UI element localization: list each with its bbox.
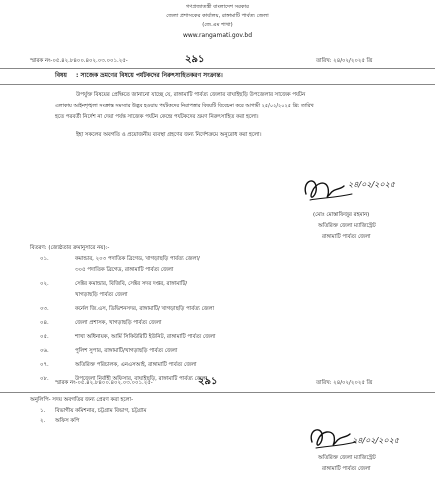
branch-name: (জে.এম শাখা) — [202, 22, 233, 28]
distribution-item-text: কমান্ডার, ২০৩ পদাতিক ব্রিগেড, খাগড়াছড়ি পার্বত্য জেলা/ — [75, 256, 200, 262]
copy-item-text: অফিস কপি — [55, 418, 80, 424]
distribution-item-text: উপজেলা নির্বাহী অফিসার, বাঘাইছড়ি, রাঙ্গামাটি পার্বত্য জেলা — [75, 376, 208, 382]
divider — [0, 392, 435, 393]
distribution-item-text: ৩০৫ পদাতিক ব্রিগেড, রাঙ্গামাটি পার্বত্য জেলা — [75, 267, 174, 273]
distribution-item-number: ০৬. — [40, 348, 49, 354]
distribution-item-number: ০৪. — [40, 320, 49, 326]
copy-item-number: ২. — [40, 418, 46, 424]
subject-text: : সাজেক ভ্রমণের বিষয়ে পর্যটকদের নিরুৎসাহিতকরণ সংক্রান্ত। — [76, 72, 223, 79]
copy-item-number: ১. — [40, 408, 46, 414]
signatory2-office: রাঙ্গামাটি পার্বত্য জেলা — [322, 466, 371, 472]
body-paragraph-line: হতে পরবর্তী নির্দেশ না দেয়া পর্যন্ত সাজেক পর্যটন কেন্দ্রে পর্যটকদের ভ্রমণ নিরুৎসাহিত করা হলো। — [55, 114, 259, 120]
distribution-item-text: জেলা প্রশাসক, খাগড়াছড়ি পার্বত্য জেলা — [75, 320, 162, 326]
office-name: জেলা প্রশাসকের কার্যালয়, রাঙ্গামাটি পার্বত্য জেলা — [166, 13, 269, 19]
website-link[interactable]: www.rangamati.gov.bd — [182, 32, 253, 39]
body-paragraph-line: উপর্যুক্ত বিষয়ের প্রেক্ষিতে জানানো যাচ্ছে যে, রাঙ্গামাটি পার্বত্য জেলার বাঘাইছড়ি উপজেলার সাজেক পর্যটন — [76, 92, 306, 98]
signature2-date-handwritten: ২৪/০২/২০২৫ — [352, 436, 399, 445]
divider — [0, 84, 435, 85]
body-paragraph-line: এলাকায় আইনশৃঙ্খলা সংক্রান্ত সমস্যার উদ্ভব হওয়ায় পর্যটকদের নিরাপত্তার বিষয়টি বিবেচনা করে আগামী ২৫/০২/২০২৫ খ্রি: তারিখ — [55, 103, 314, 109]
copy-item-text: বিভাগীয় কমিশনার, চট্টগ্রাম বিভাগ, চট্টগ্রাম — [55, 408, 147, 414]
distribution-item-text: পুলিশ সুপার, রাঙ্গামাটি/খাগড়াছড়ি পার্বত্য জেলা — [75, 348, 178, 354]
distribution-item-number: ০৮. — [40, 376, 49, 382]
body-paragraph-2: ইহা সকলের অবগতি ও প্রয়োজনীয় ব্যবস্থা গ্রহণের জন্য নির্দেশক্রমে অনুরোধ করা হলো। — [76, 132, 262, 138]
distribution-item-number: ০১. — [40, 256, 49, 262]
subject-label: বিষয় — [55, 72, 67, 79]
memo-number: স্মারক নং-০৫.৪২.৮৪০০.৪০২.০৩.০০১.২৫- — [30, 58, 128, 64]
distribution-item-text: শাখা অধিনায়ক, আর্মি সিকিউরিটি ইউনিট, রাঙ্গামাটি পার্বত্য জেলা — [75, 334, 216, 340]
memo-number-handwritten: ২৯১ — [185, 54, 205, 65]
memo2-date: তারিখ: ২৪/০২/২০২৫ খ্রি — [316, 380, 373, 386]
distribution-item-text: খাগড়াছড়ি পার্বত্য জেলা — [75, 292, 128, 298]
signatory2-title: অতিরিক্ত জেলা ম্যাজিস্ট্রেট — [318, 455, 376, 461]
distribution-item-number: ০৭. — [40, 362, 49, 368]
memo-date: তারিখ: ২৪/০২/২০২৫ খ্রি — [316, 58, 373, 64]
divider — [0, 68, 435, 69]
distribution-item-text: অতিরিক্ত পরিচালক, এনএসআই, রাঙ্গামাটি পার্বত্য জেলা — [75, 362, 197, 368]
distribution-item-text: সেক্টর কমান্ডার, বিজিবি, সেক্টর সদর দপ্তর, রাঙ্গামাটি/ — [75, 281, 188, 287]
signatory-office: রাঙ্গামাটি পার্বত্য জেলা — [322, 234, 371, 240]
distribution-title: বিতরণ: (জ্যেষ্ঠতার ক্রমানুসারে নয়):- — [30, 245, 110, 251]
signature-date-handwritten: ২৪/০২/২০২৫ — [348, 180, 395, 189]
memo2-number: স্মারক নং-০৫.৪২.৮৪০০.৪০২.০৩.০০১.২৫- — [55, 380, 153, 386]
signatory-title: অতিরিক্ত জেলা ম্যাজিস্ট্রেট — [318, 223, 376, 229]
distribution-item-number: ০৫. — [40, 334, 49, 340]
distribution-item-number: ০৩. — [40, 306, 49, 312]
government-title: গণপ্রজাতন্ত্রী বাংলাদেশ সরকার — [186, 4, 249, 10]
distribution-item-text: কর্নেল জি.এস, ডিভিশনসদর, রাঙ্গামাটি/ খাগড়াছড়ি পার্বত্য জেলা — [75, 306, 215, 312]
signatory-name: (মোঃ মোস্তাফিজুর রহমান) — [313, 212, 370, 218]
distribution-item-number: ০২. — [40, 281, 49, 287]
memo2-number-handwritten: ২৯১ — [198, 376, 218, 387]
copy-title: অনুলিপি- সদয় অবগতির জন্য প্রেরণ করা হলো- — [30, 397, 134, 403]
